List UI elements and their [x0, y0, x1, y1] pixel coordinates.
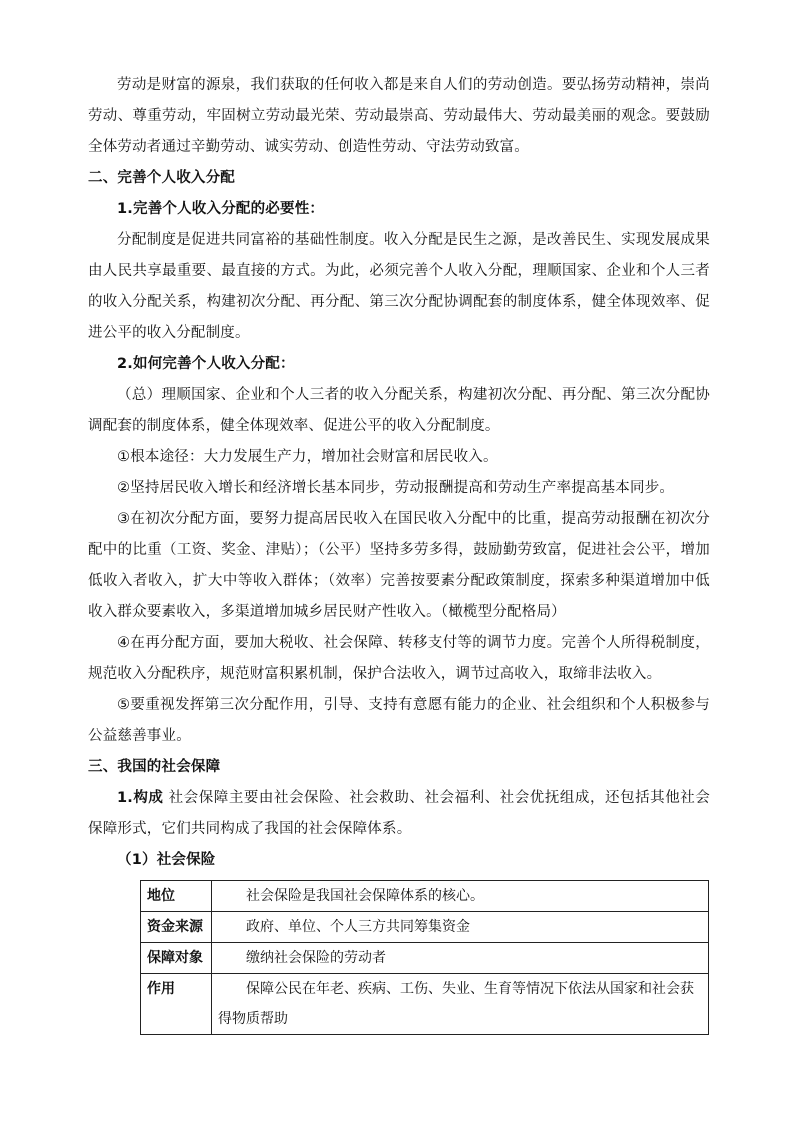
section-title-income-distribution: 二、完善个人收入分配: [88, 170, 235, 186]
list-item-3: ③在初次分配方面，要努力提高居民收入在国民收入分配中的比重，提高劳动报酬在初次分配中的比重（工资、奖金、津贴）；（公平）坚持多劳多得，鼓励勤劳致富，促进社会公平，增加低收入者收入，扩大中等收入群体；（效率）完善按要素分配政策制度，探索多种渠道增加中低收入群众要素收入，多渠道增加城乡居民财产性收入。（橄榄型分配格局）: [88, 511, 710, 620]
section-title-social-security: 三、我国的社会保障: [88, 759, 221, 775]
paragraph-general: （总）理顺国家、企业和个人三者的收入分配关系，构建初次分配、再分配、第三次分配协调配套的制度体系，健全体现效率、促进公平的收入分配制度。: [88, 387, 710, 434]
table-value: 缴纳社会保险的劳动者: [212, 943, 709, 974]
insurance-title: （1）社会保险: [117, 852, 216, 868]
table-value: 政府、单位、个人三方共同筹集资金: [212, 912, 709, 943]
list-item-1: ①根本途径：大力发展生产力，增加社会财富和居民收入。: [117, 449, 498, 465]
paragraph-composition: [88, 783, 710, 845]
insurance-table: [140, 880, 709, 1035]
table-key: 作用: [141, 974, 212, 1035]
composition-label: 1.构成: [117, 790, 164, 806]
table-value: 保障公民在年老、疾病、工伤、失业、生育等情况下依法从国家和社会获得物质帮助: [212, 974, 709, 1035]
table-key: 保障对象: [141, 943, 212, 974]
table-row: [141, 974, 709, 1035]
paragraph-labor: 劳动是财富的源泉，我们获取的任何收入都是来自人们的劳动创造。要弘扬劳动精神，崇尚劳动、尊重劳动，牢固树立劳动最光荣、劳动最崇高、劳动最伟大、劳动最美丽的观念。要鼓励全体劳动者通过辛勤劳动、诚实劳动、创造性劳动、守法劳动致富。: [88, 77, 710, 155]
subsection-title-necessity: 1.完善个人收入分配的必要性：: [117, 201, 325, 217]
table-row: [141, 881, 709, 912]
subsection-title-how: 2.如何完善个人收入分配：: [117, 356, 295, 372]
list-item-2: ②坚持居民收入增长和经济增长基本同步，劳动报酬提高和劳动生产率提高基本同步。: [117, 480, 675, 496]
composition-text: 社会保障主要由社会保险、社会救助、社会福利、社会优抚组成，还包括其他社会保障形式，它们共同构成了我国的社会保障体系。: [88, 790, 711, 837]
table-key: 地位: [141, 881, 212, 912]
list-item-5: ⑤要重视发挥第三次分配作用，引导、支持有意愿有能力的企业、社会组织和个人积极参与公益慈善事业。: [88, 697, 710, 744]
paragraph-necessity: 分配制度是促进共同富裕的基础性制度。收入分配是民生之源，是改善民生、实现发展成果由人民共享最重要、最直接的方式。为此，必须完善个人收入分配，理顺国家、企业和个人三者的收入分配关系，构建初次分配、再分配、第三次分配协调配套的制度体系，健全体现效率、促进公平的收入分配制度。: [88, 232, 710, 341]
table-row: [141, 943, 709, 974]
table-key: 资金来源: [141, 912, 212, 943]
document-page: [88, 70, 710, 1035]
table-value: 社会保险是我国社会保障体系的核心。: [212, 881, 709, 912]
table-row: [141, 912, 709, 943]
list-item-4: ④在再分配方面，要加大税收、社会保障、转移支付等的调节力度。完善个人所得税制度，规范收入分配秩序，规范财富积累机制，保护合法收入，调节过高收入，取缔非法收入。: [88, 635, 710, 682]
